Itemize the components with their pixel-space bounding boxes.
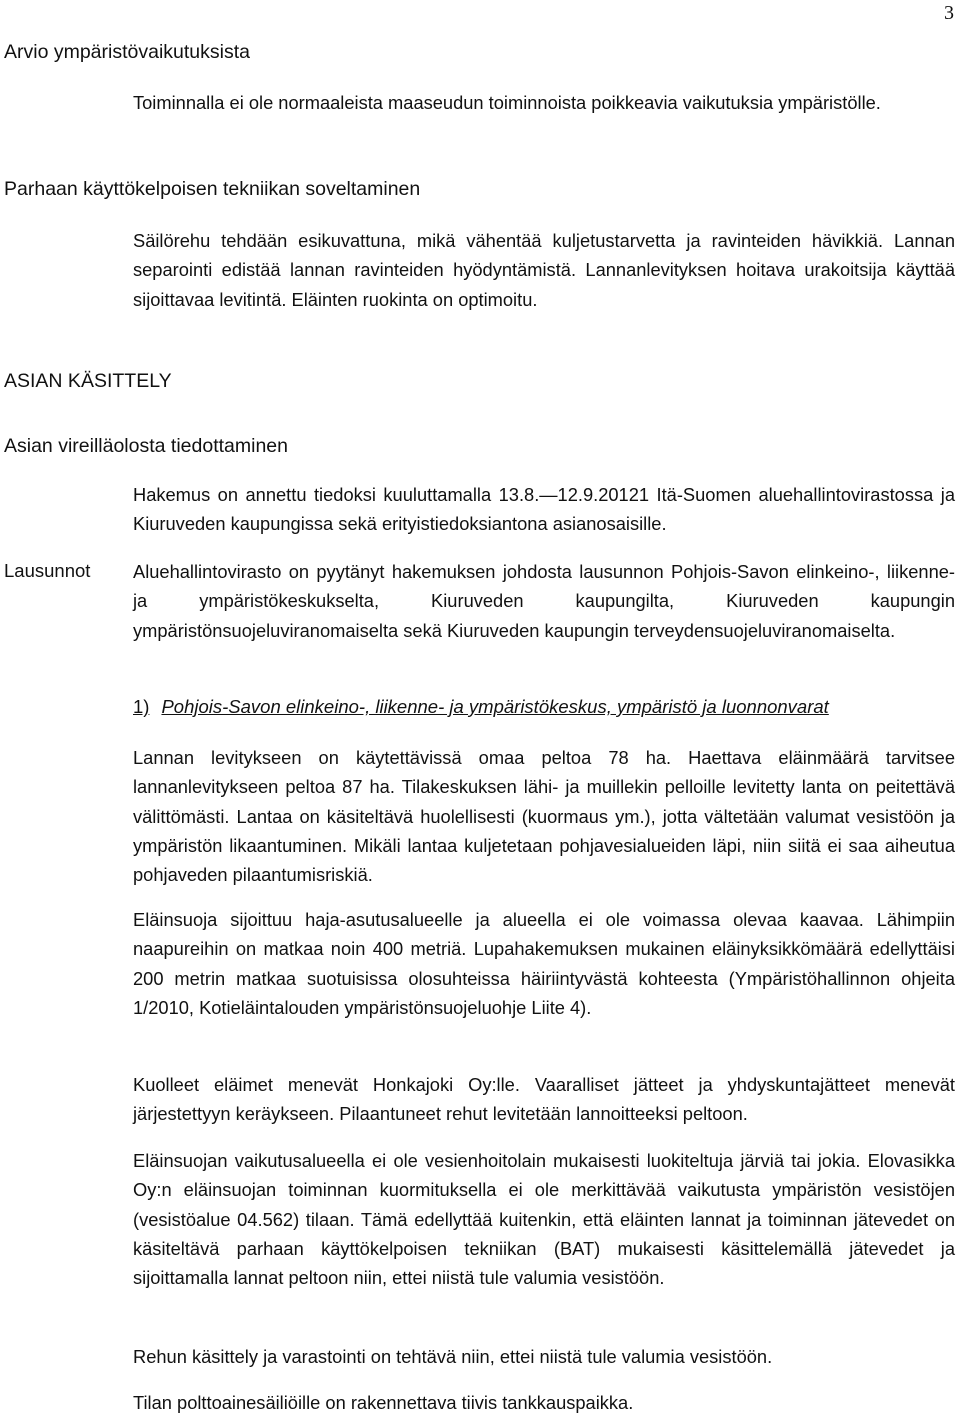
statement-1-paragraph-1: Lannan levitykseen on käytettävissä omaa peltoa 78 ha. Haettava eläinmäärä tarvitsee lannanlevitykseen peltoa 87 ha. Tilakeskuksen lähi- ja muillekin pelloille levitetty lanta on peitettävä välittömästi. Lantaa on käsiteltävä huolellisesti (kuormaus ym.), jotta vältetään valumat vesistöön ja ympäristön likaantuminen. Mikäli lantaa kuljetetaan pohjavesialueiden läpi, niin siitä ei saa aiheutua pohjaveden pilaantumisriskiä. [133,747,955,886]
bat-paragraph: Säilörehu tehdään esikuvattuna, mikä vähentää kuljetustarvetta ja ravinteiden hävikkiä. Lannan separointi edistää lannan ravinteiden hyödyntämistä. Lannanlevityksen hoitava urakoitsija käyttää sijoittavaa levitintä. Eläinten ruokinta on optimoitu. [133,230,955,310]
impact-paragraph: Toiminnalla ei ole normaaleista maaseudun toiminnoista poikkeavia vaikutuksia ympäristölle. [133,92,881,113]
statement-1-paragraph-6: Tilan polttoainesäiliöille on rakennettava tiivis tankkauspaikka. [133,1392,634,1413]
notice-heading: Asian vireilläolosta tiedottaminen [4,435,288,457]
statement-1-heading [133,696,829,718]
impact-heading: Arvio ympäristövaikutuksista [4,41,250,63]
statement-1-number: 1) [133,696,150,717]
statement-1-paragraph-4: Eläinsuojan vaikutusalueella ei ole vesienhoitolain mukaisesti luokiteltuja järviä tai jokia. Elovasikka Oy:n eläinsuojan toiminnan kuormituksella ei ole merkittävää vaikutusta ympäristön vesistöjen (vesistöalue 04.562) tilaan. Tämä edellyttää kuitenkin, että eläinten lannat ja toiminnan jätevedet on käsiteltävä parhaan käyttökelpoisen tekniikan (BAT) mukaisesti käsittelemällä jätevedet ja sijoittamalla lannat peltoon niin, ettei niistä tule valumia vesistöön. [133,1150,955,1289]
statements-paragraph: Aluehallintovirasto on pyytänyt hakemuksen johdosta lausunnon Pohjois-Savon elinkeino-, liikenne- ja ympäristökeskukselta, Kiuruveden kaupungilta, Kiuruveden kaupungin ympäristönsuojeluviranomaiselta sekä Kiuruveden kaupungin terveydensuojeluviranomaiselta. [133,561,955,641]
statement-1-paragraph-5: Rehun käsittely ja varastointi on tehtävä niin, ettei niistä tule valumia vesistöön. [133,1346,773,1367]
statement-1-paragraph-2: Eläinsuoja sijoittuu haja-asutusalueelle ja alueella ei ole voimassa olevaa kaavaa. Lähimpiin naapureihin on matkaa noin 400 metriä. Lupahakemuksen mukainen eläinyksikkömäärä edellyttäisi 200 metrin matkaa suotuisissa olosuhteissa häiriintyvästä kohteesta (Ympäristöhallinnon ohjeita 1/2010, Kotieläintalouden ympäristönsuojeluohje Liite 4). [133,909,955,1018]
bat-heading: Parhaan käyttökelpoisen tekniikan soveltaminen [4,178,421,200]
page-number: 3 [944,2,954,24]
handling-heading: ASIAN KÄSITTELY [4,370,172,392]
statements-label: Lausunnot [4,560,91,581]
statement-1-paragraph-3: Kuolleet eläimet menevät Honkajoki Oy:lle. Vaaralliset jätteet ja yhdyskuntajätteet menevät järjestettyyn keräykseen. Pilaantuneet rehut levitetään lannoitteeksi peltoon. [133,1074,955,1125]
statement-1-title: Pohjois-Savon elinkeino-, liikenne- ja ympäristökeskus, ympäristö ja luonnonvarat [161,696,829,717]
notice-paragraph: Hakemus on annettu tiedoksi kuuluttamalla 13.8.—12.9.20121 Itä-Suomen aluehallintovirastossa ja Kiuruveden kaupungissa sekä erityistiedoksiantona asianosaisille. [133,484,955,535]
